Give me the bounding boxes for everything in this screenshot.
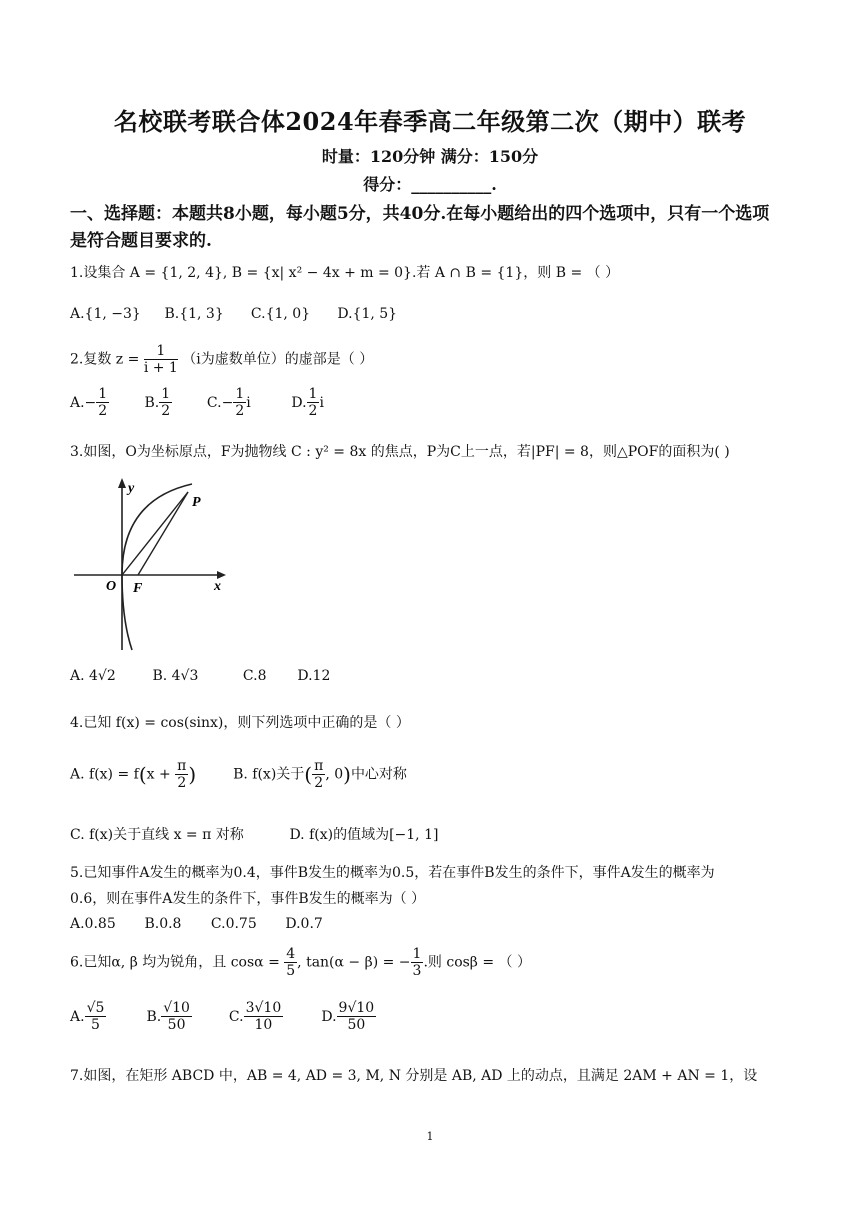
q4-option-a-prefix: A. f(x) = f (70, 766, 139, 783)
q2-option-c: C.− (206, 394, 234, 411)
question-4-options-ab: A. f(x) = f(x + $\frac{\pi}{2}$ ) B. f(x)关于( $\frac{\pi}{2}$ , 0)中心对称 (70, 758, 407, 791)
label-o: O (106, 579, 117, 594)
q2-b-num: 1 (161, 386, 171, 402)
q2-d-imag: i (319, 394, 324, 411)
q2-den: i + 1 (143, 360, 178, 376)
question-3-stem: 3.如图，O为坐标原点，F为抛物线 C : y² = 8x 的焦点，P为C上一点，若|PF| = 8，则△POF的面积为( ) (70, 444, 730, 460)
q6-d-den: 50 (347, 1017, 366, 1033)
question-6-options (70, 1000, 376, 1033)
q6-b-den: 50 (167, 1017, 186, 1033)
question-6-stem (70, 946, 531, 979)
q2-d-den: 2 (308, 403, 318, 419)
q5-option-a: A.0.85 (70, 916, 116, 932)
q2-c-den: 2 (235, 403, 245, 419)
q2-option-a: A.− (70, 394, 97, 411)
q5-option-c: C.0.75 (210, 916, 257, 932)
q3-option-d: D.12 (297, 668, 331, 684)
time-score-line: 时量：120分钟 满分：150分 (321, 147, 539, 166)
q4-option-b-prefix: B. f(x)关于 (233, 766, 305, 783)
q6-mid: , tan(α − β) = − (297, 954, 411, 971)
label-f: F (133, 581, 143, 596)
question-3-options (70, 668, 330, 684)
q2-prefix: 2.复数 z = (70, 351, 140, 368)
q6-option-a: A. (70, 1008, 85, 1025)
q4-option-c: C. f(x)关于直线 x = π 对称 (70, 827, 244, 843)
q3-option-c: C.8 (242, 668, 267, 684)
q2-a-den: 2 (98, 403, 108, 419)
q6-c-num: 3√10 (245, 1000, 282, 1016)
q2-b-den: 2 (161, 403, 171, 419)
q2-a-num: 1 (98, 386, 108, 402)
q1-option-c: C.{1, 0} (250, 306, 311, 322)
label-x: x (214, 579, 221, 594)
q5-option-b: B.0.8 (144, 916, 182, 932)
question-2-options (70, 386, 324, 419)
q2-c-imag: i (246, 394, 251, 411)
question-7-stem: 7.如图，在矩形 ABCD 中，AB = 4, AD = 3, M, N 分别是 AB, AD 上的动点，且满足 2AM + AN = 1，设 (70, 1068, 758, 1084)
question-4-stem: 4.已知 f(x) = cos(sinx)，则下列选项中正确的是（ ） (70, 715, 410, 731)
q6-option-d: D. (321, 1008, 337, 1025)
q4-b-pi: π (314, 758, 324, 774)
q6-b-num: √10 (163, 1000, 190, 1016)
q3-option-a: A. 4√2 (70, 668, 116, 684)
question-1-stem: 1.设集合 A = {1, 2, 4}, B = {x| x² − 4x + m = 0}.若 A ∩ B = {1}，则 B = （ ） (70, 265, 620, 281)
q5-option-d: D.0.7 (285, 916, 323, 932)
section-heading-line-1: 一、选择题：本题共8小题，每小题5分，共40分.在每小题给出的四个选项中，只有一个选项 (70, 204, 770, 224)
q4-b-two: 2 (314, 775, 324, 791)
question-5-line-1: 5.已知事件A发生的概率为0.4，事件B发生的概率为0.5，若在事件B发生的条件下，事件A发生的概率为 (70, 865, 715, 881)
q6-cos-num: 4 (286, 946, 296, 962)
figure-background (70, 470, 235, 655)
q1-option-a: A.{1, −3} (70, 306, 141, 322)
q6-a-den: 5 (91, 1017, 100, 1033)
q2-option-b: B. (144, 394, 160, 411)
q2-fraction (144, 343, 178, 376)
q4-a-two: 2 (177, 775, 187, 791)
q6-cos-den: 5 (286, 963, 296, 979)
q6-a-num: √5 (86, 1000, 105, 1016)
parabola-figure (70, 470, 235, 655)
question-1-options (70, 306, 397, 322)
label-p: P (192, 495, 201, 510)
score-line: 得分：__________. (363, 175, 497, 194)
q4-option-b-suffix: 中心对称 (350, 766, 407, 783)
q4-option-a-inner: x + (146, 766, 171, 783)
question-2-stem (70, 343, 373, 376)
q4-option-b-tail: , 0 (325, 766, 344, 783)
q6-tan-num: 1 (412, 946, 422, 962)
q3-option-b: B. 4√3 (152, 668, 199, 684)
q2-suffix: （i为虚数单位）的虚部是（ ） (182, 351, 374, 368)
q6-prefix: 6.已知α, β 均为锐角，且 cosα = (70, 954, 280, 971)
q1-option-d: D.{1, 5} (337, 306, 398, 322)
q2-c-num: 1 (235, 386, 245, 402)
q2-d-num: 1 (308, 386, 318, 402)
q6-tan-den: 3 (412, 963, 422, 979)
q4-option-d: D. f(x)的值域为[−1, 1] (289, 827, 439, 843)
q6-d-num: 9√10 (338, 1000, 375, 1016)
q1-option-b: B.{1, 3} (164, 306, 224, 322)
question-5-options (70, 916, 323, 932)
q6-suffix: .则 cosβ = （ ） (423, 954, 531, 971)
label-y: y (128, 481, 135, 496)
section-heading-line-2: 是符合题目要求的. (70, 231, 212, 251)
page-number: 1 (426, 1130, 434, 1143)
q6-option-c: C. (228, 1008, 244, 1025)
q4-a-pi: π (177, 758, 187, 774)
q2-option-d: D. (291, 394, 307, 411)
q2-num: 1 (144, 343, 178, 360)
question-5-line-2: 0.6，则在事件A发生的条件下，事件B发生的概率为（ ） (70, 891, 426, 907)
question-4-options-cd (70, 824, 438, 844)
q6-option-b: B. (146, 1008, 162, 1025)
exam-title: 名校联考联合体2024年春季高二年级第二次（期中）联考 (113, 107, 747, 136)
q6-c-den: 10 (254, 1017, 273, 1033)
